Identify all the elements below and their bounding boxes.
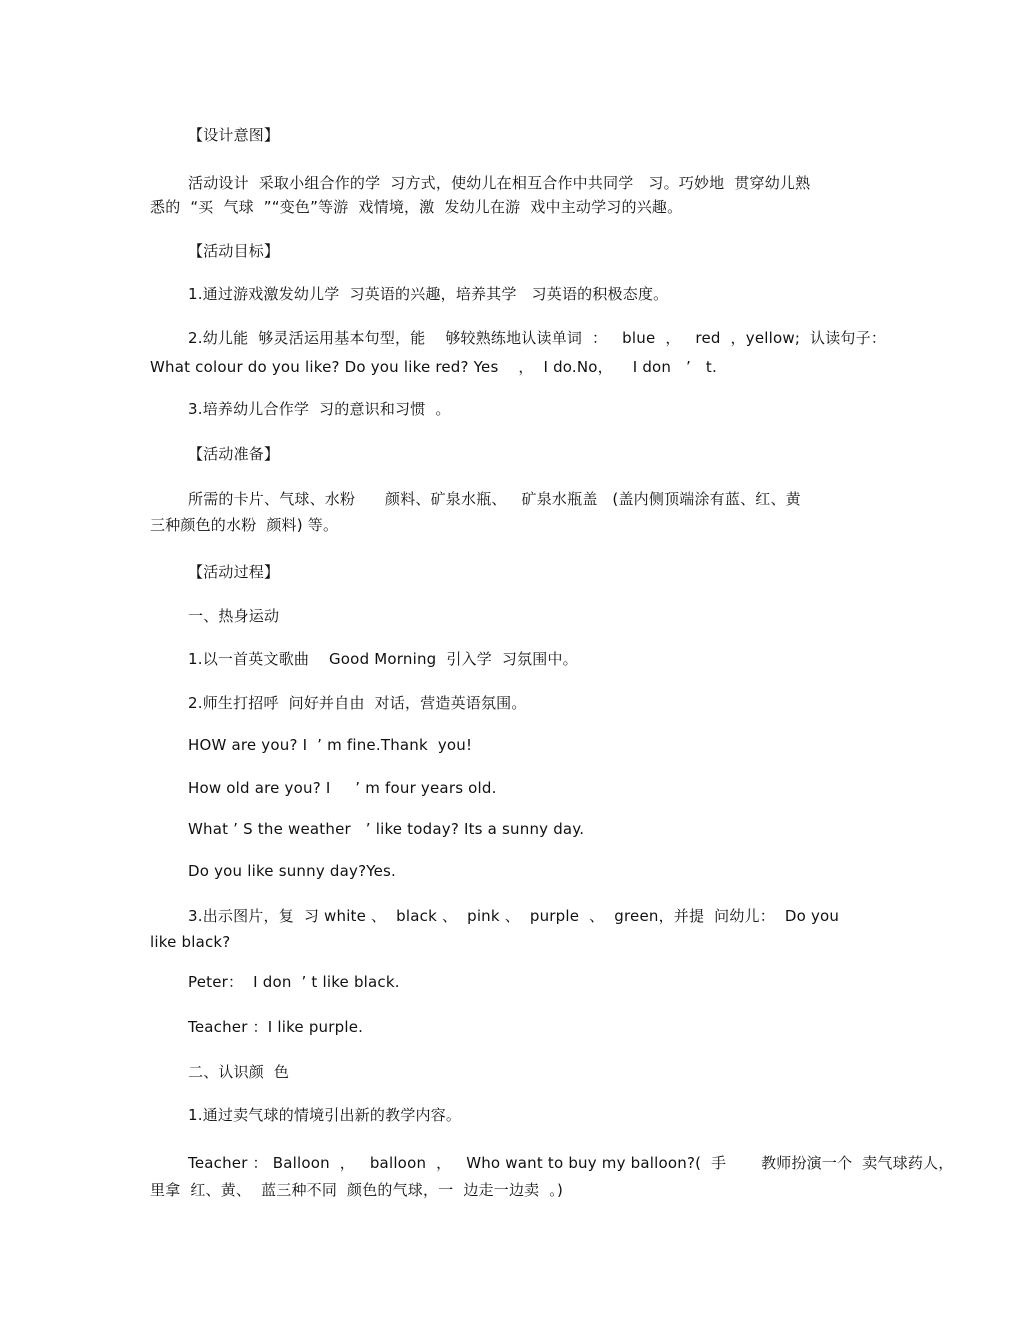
dialogue-line: Peter： I don ’ t like black. (188, 973, 400, 991)
dialogue-line: Do you like sunny day?Yes. (188, 862, 397, 880)
dialogue-line: HOW are you? I ’ m fine.Thank you! (188, 736, 473, 754)
section-heading-preparation: 【活动准备】 (188, 445, 280, 463)
subsection-title-colors: 二、认识颜 色 (188, 1063, 290, 1081)
dialogue-line: How old are you? I ’ m four years old. (188, 779, 497, 797)
goal-item-1: 1.通过游戏激发幼儿学 习英语的兴趣，培养其学 习英语的积极态度。 (188, 285, 669, 303)
step-line-continued: like black? (150, 933, 231, 951)
step-line: 1.通过卖气球的情境引出新的教学内容。 (188, 1106, 462, 1124)
goal-item-3: 3.培养幼儿合作学 习的意识和习惯 。 (188, 400, 451, 418)
paragraph-line: 悉的 “买 气球 ”“变色”等游 戏情境，激 发幼儿在游 戏中主动学习的兴趣。 (150, 198, 683, 216)
paragraph-line: 所需的卡片、气球、水粉 颜料、矿泉水瓶、 矿泉水瓶盖 (盖内侧顶端涂有蓝、红、黄 (188, 490, 801, 508)
goal-item-2-continued: What colour do you like? Do you like red? Yes ， I do.No， I don ’ t. (150, 358, 717, 376)
goal-item-2: 2.幼儿能 够灵活运用基本句型，能 够较熟练地认读单词 ： blue ， red ，yellow; 认读句子： (188, 329, 887, 347)
dialogue-line: Teacher ：I like purple. (188, 1018, 364, 1036)
section-heading-design-intent: 【设计意图】 (188, 126, 280, 144)
section-heading-process: 【活动过程】 (188, 563, 280, 581)
step-line: 1.以一首英文歌曲 Good Morning 引入学 习氛围中。 (188, 650, 578, 668)
step-line: 2.师生打招呼 问好并自由 对话，营造英语氛围。 (188, 694, 527, 712)
section-heading-goals: 【活动目标】 (188, 242, 280, 260)
paragraph-line: 三种颜色的水粉 颜料) 等。 (150, 516, 339, 534)
paragraph-line: 活动设计 采取小组合作的学 习方式，使幼儿在相互合作中共同学 习。巧妙地 贯穿幼儿熟 (188, 174, 811, 192)
step-line: 3.出示图片，复 习 white 、 black 、 pink 、 purple 、 green，并提 问幼儿： Do you (188, 907, 840, 925)
subsection-title-warmup: 一、热身运动 (188, 607, 280, 625)
dialogue-line: What ’ S the weather ’ like today? Its a sunny day. (188, 820, 585, 838)
paragraph-line: Teacher ： Balloon ， balloon ， Who want to buy my balloon?( 手 教师扮演一个 卖气球药人， (188, 1154, 954, 1172)
paragraph-line: 里拿 红、黄、 蓝三种不同 颜色的气球，一 边走一边卖 。) (150, 1181, 564, 1199)
